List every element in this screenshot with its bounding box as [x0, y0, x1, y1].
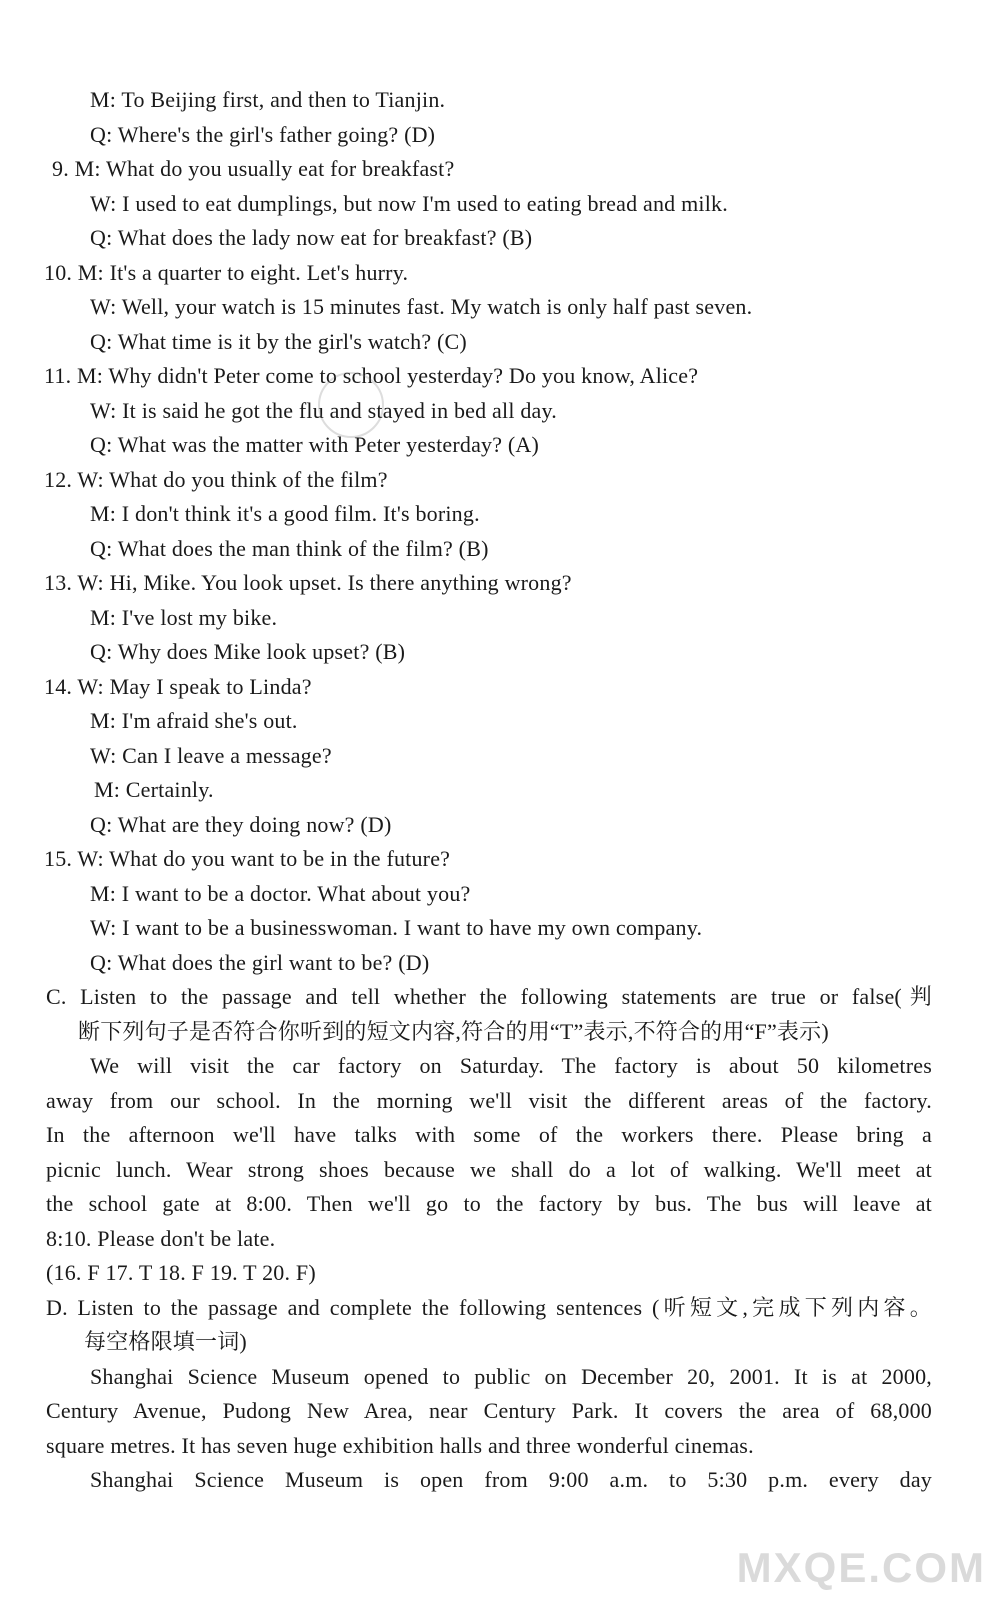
text-line: M: To Beijing first, and then to Tianjin. — [90, 87, 446, 112]
text-line: M: I want to be a doctor. What about you? — [90, 881, 471, 906]
passage-line: In the afternoon we'll have talks with some of the workers there. Please bring a — [46, 1122, 932, 1147]
text-line: Q: What are they doing now? (D) — [90, 812, 392, 837]
stamp-mark — [318, 372, 384, 438]
text-line: W: I want to be a businesswoman. I want to have my own company. — [90, 915, 703, 940]
text-line: Q: What time is it by the girl's watch? (C) — [90, 329, 467, 354]
passage-line: the school gate at 8:00. Then we'll go to the factory by bus. The bus will leave at — [46, 1191, 932, 1216]
text-line: 12. W: What do you think of the film? — [44, 467, 388, 492]
text-line: 13. W: Hi, Mike. You look upset. Is there anything wrong? — [44, 570, 572, 595]
text-line: W: Can I leave a message? — [90, 743, 332, 768]
text-line: 9. M: What do you usually eat for breakfast? — [52, 156, 455, 181]
text-line: W: Well, your watch is 15 minutes fast. My watch is only half past seven. — [90, 294, 753, 319]
text-line: 15. W: What do you want to be in the future? — [44, 846, 451, 871]
text-line: Q: What was the matter with Peter yesterday? (A) — [90, 432, 540, 457]
watermark-logo: MXQE.COM — [736, 1544, 986, 1591]
section-d-heading: 每空格限填一词) — [84, 1329, 247, 1354]
section-c-heading: 断下列句子是否符合你听到的短文内容,符合的用“T”表示,不符合的用“F”表示) — [78, 1019, 829, 1044]
passage-line: 8:10. Please don't be late. — [46, 1226, 276, 1251]
passage-line: away from our school. In the morning we'll visit the different areas of the factory. — [46, 1088, 932, 1113]
text-line: W: I used to eat dumplings, but now I'm used to eating bread and milk. — [90, 191, 728, 216]
text-line: W: It is said he got the flu and stayed in bed all day. — [90, 398, 557, 423]
text-line: 14. W: May I speak to Linda? — [44, 674, 312, 699]
passage-line: picnic lunch. Wear strong shoes because we shall do a lot of walking. We'll meet at — [46, 1157, 932, 1182]
passage-line: Shanghai Science Museum opened to public on December 20, 2001. It is at 2000, — [90, 1364, 932, 1389]
text-line: Q: What does the girl want to be? (D) — [90, 950, 430, 975]
text-line: Q: What does the lady now eat for breakfast? (B) — [90, 225, 533, 250]
text-line: M: Certainly. — [94, 777, 214, 802]
text-line: M: I'm afraid she's out. — [90, 708, 298, 733]
section-c-heading: C. Listen to the passage and tell whether the following statements are true or false(判 — [46, 984, 932, 1009]
section-d-heading: D. Listen to the passage and complete the following sentences (听短文,完成下列内容。 — [46, 1295, 932, 1320]
passage-line: Century Avenue, Pudong New Area, near Century Park. It covers the area of 68,000 — [46, 1398, 932, 1423]
passage-line: We will visit the car factory on Saturday. The factory is about 50 kilometres — [90, 1053, 932, 1078]
text-line: Q: What does the man think of the film? (B) — [90, 536, 489, 561]
text-line: 10. M: It's a quarter to eight. Let's hurry. — [44, 260, 409, 285]
passage-line: Shanghai Science Museum is open from 9:00 a.m. to 5:30 p.m. every day — [90, 1467, 932, 1492]
text-line: Q: Why does Mike look upset? (B) — [90, 639, 406, 664]
text-line: Q: Where's the girl's father going? (D) — [90, 122, 436, 147]
text-line: 11. M: Why didn't Peter come to school yesterday? Do you know, Alice? — [44, 363, 699, 388]
passage-line: square metres. It has seven huge exhibition halls and three wonderful cinemas. — [46, 1433, 754, 1458]
text-line: M: I've lost my bike. — [90, 605, 278, 630]
answer-key: (16. F 17. T 18. F 19. T 20. F) — [46, 1260, 316, 1285]
text-line: M: I don't think it's a good film. It's boring. — [90, 501, 480, 526]
